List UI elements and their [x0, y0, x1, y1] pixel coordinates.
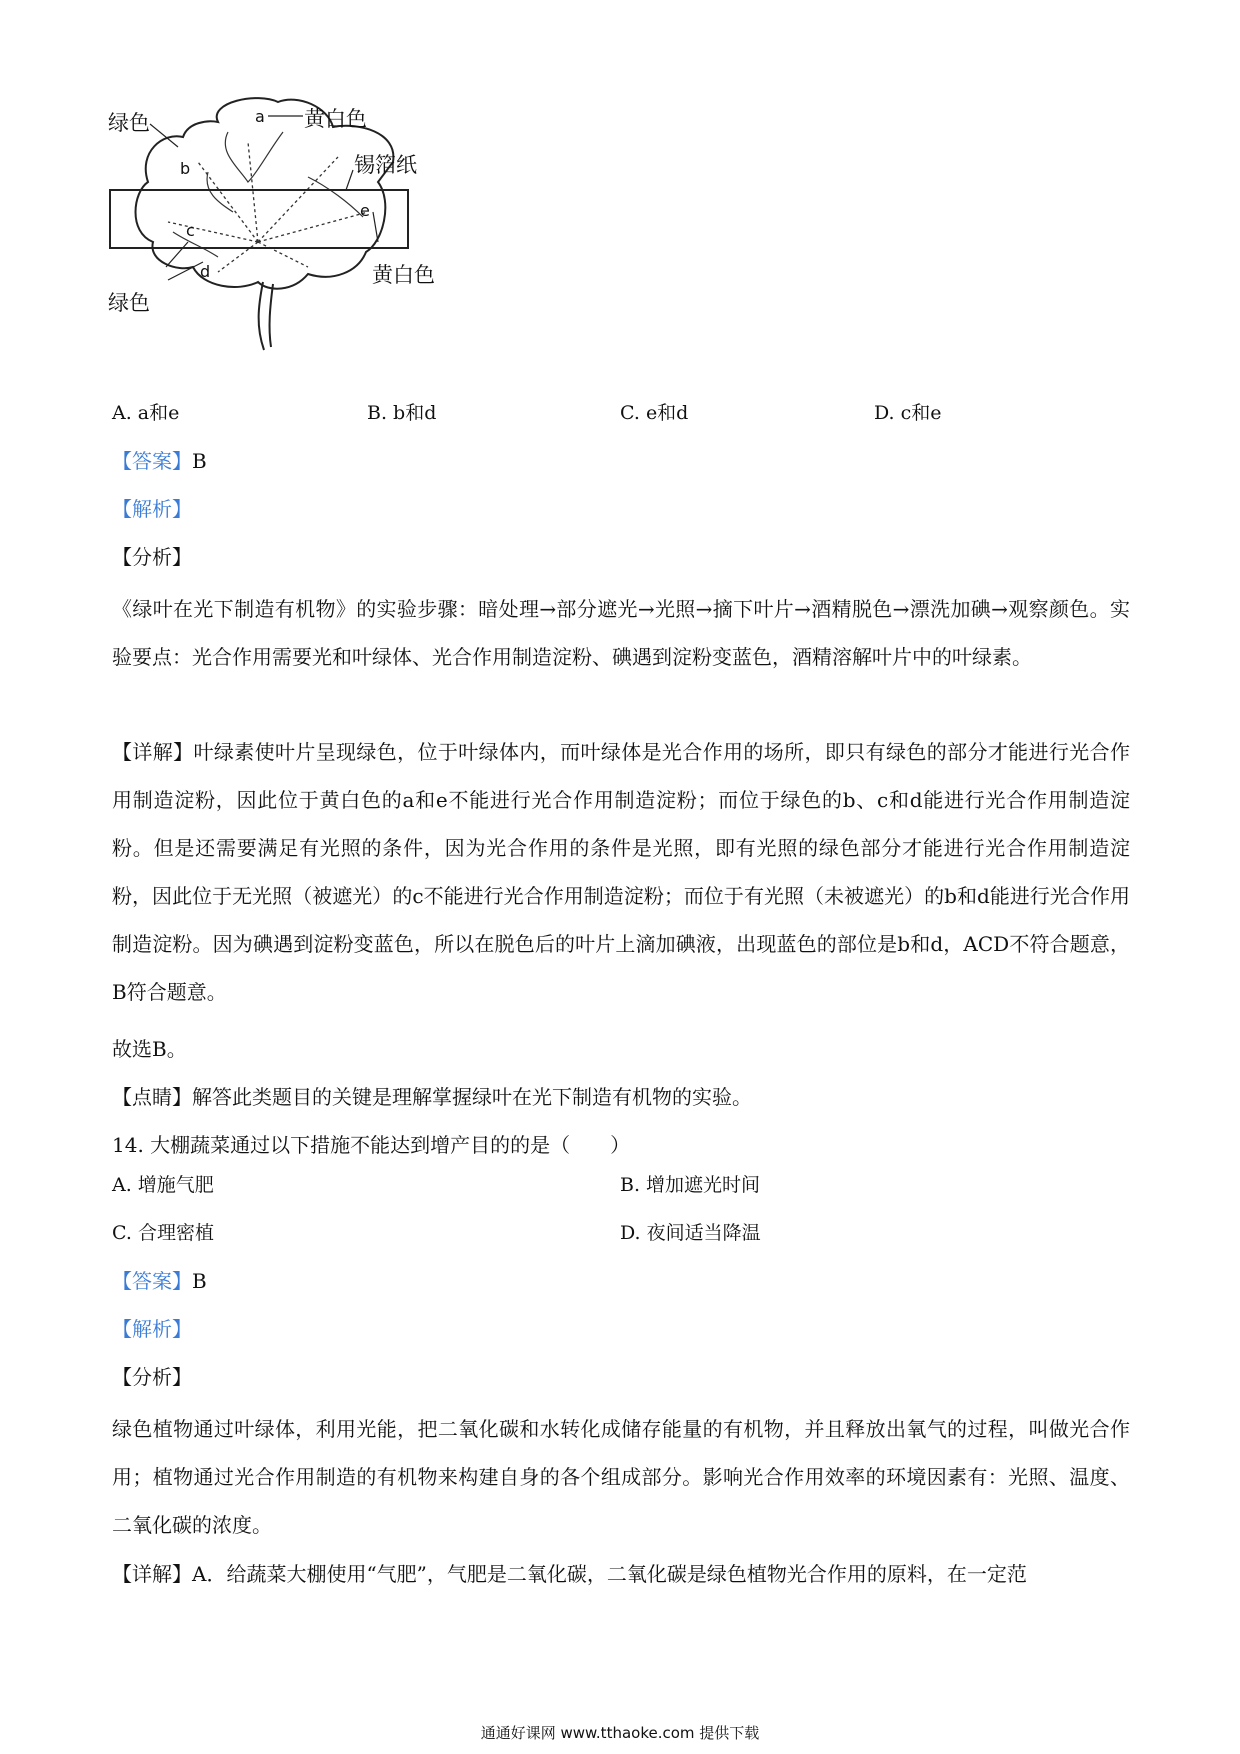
label-yellow-white-top: 黄白色	[304, 107, 367, 131]
fenxi-tag: 【分析】	[112, 1365, 192, 1389]
q13-options	[112, 398, 1132, 428]
q13-option-b: B. b和d	[367, 402, 437, 424]
q14-option-c: C. 合理密植	[112, 1222, 214, 1244]
q14-fenxi-heading	[112, 1362, 192, 1392]
q13-fenxi-heading	[112, 542, 192, 572]
leaf-veins	[168, 142, 368, 272]
leaf-diagram-svg	[108, 92, 488, 392]
detail-text: 叶绿素使叶片呈现绿色，位于叶绿体内，而叶绿体是光合作用的场所，即只有绿色的部分才能进行光合作用制造淀粉，因此位于黄白色的a和e不能进行光合作用制造淀粉；而位于绿色的b、c和d能进行光合作用制造淀粉。但是还需要满足有光照的条件，因为光合作用的条件是光照，即有光照的绿色部分才能进行光合作用制造淀粉，因此位于无光照（被遮光）的c不能进行光合作用制造淀粉；而位于有光照（未被遮光）的b和d能进行光合作用制造淀粉。因为碘遇到淀粉变蓝色，所以在脱色后的叶片上滴加碘液，出现蓝色的部位是b和d，ACD不符合题意，B符合题意。	[112, 740, 1131, 1004]
variegation-boundary	[173, 132, 363, 257]
detail-text: A．给蔬菜大棚使用“气肥”，气肥是二氧化碳，二氧化碳是绿色植物光合作用的原料，在一定范	[192, 1562, 1027, 1586]
label-foil: 锡箔纸	[354, 153, 417, 177]
label-b: b	[180, 159, 191, 178]
q13-choice: 故选B。	[112, 1037, 187, 1061]
label-green-top: 绿色	[108, 111, 150, 135]
label-green-bottom: 绿色	[108, 291, 150, 315]
answer-tag: 【答案】	[112, 1269, 192, 1293]
q14-stem: 14. 大棚蔬菜通过以下措施不能达到增产目的的是（ ）	[112, 1133, 631, 1157]
analysis-tag: 【解析】	[112, 497, 192, 521]
answer-tag: 【答案】	[112, 449, 192, 473]
q13-option-c: C. e和d	[620, 402, 689, 424]
q13-detail	[112, 728, 1130, 1016]
q13-note	[112, 1082, 752, 1112]
label-a: a	[255, 107, 265, 126]
q14-detail	[112, 1550, 1130, 1598]
leader-lines	[150, 116, 378, 280]
q14-options	[112, 1170, 1130, 1260]
note-tag: 【点睛】	[112, 1085, 192, 1109]
q14-fenxi-text: 绿色植物通过叶绿体，利用光能，把二氧化碳和水转化成储存能量的有机物，并且释放出氧气的过程，叫做光合作用；植物通过光合作用制造的有机物来构建自身的各个组成部分。影响光合作用效率的环境因素有：光照、温度、二氧化碳的浓度。	[112, 1417, 1130, 1537]
q14-option-b: B. 增加遮光时间	[620, 1174, 761, 1196]
label-e: e	[360, 201, 370, 220]
q14-analysis-heading	[112, 1314, 192, 1344]
q13-fenxi-text: 《绿叶在光下制造有机物》的实验步骤：暗处理→部分遮光→光照→摘下叶片→酒精脱色→漂洗加碘→观察颜色。实验要点：光合作用需要光和叶绿体、光合作用制造淀粉、碘遇到淀粉变蓝色，酒精溶解叶片中的叶绿素。	[112, 597, 1130, 669]
leaf-stem	[259, 282, 273, 350]
label-yellow-white-bottom: 黄白色	[372, 263, 435, 287]
label-d: d	[200, 262, 211, 281]
page-footer: 通通好课网 www.tthaoke.com 提供下载	[480, 1724, 760, 1742]
answer-value: B	[192, 449, 207, 473]
fenxi-tag: 【分析】	[112, 545, 192, 569]
detail-tag: 【详解】	[112, 1562, 192, 1586]
q13-answer	[112, 446, 207, 476]
label-c: c	[186, 221, 195, 240]
answer-value: B	[192, 1269, 207, 1293]
detail-tag: 【详解】	[112, 740, 194, 764]
note-text: 解答此类题目的关键是理解掌握绿叶在光下制造有机物的实验。	[192, 1085, 752, 1109]
q13-option-d: D. c和e	[874, 402, 942, 424]
leaf-experiment-diagram	[108, 92, 488, 392]
q14-answer	[112, 1266, 207, 1296]
q14-option-a: A. 增施气肥	[112, 1174, 214, 1196]
analysis-tag: 【解析】	[112, 1317, 192, 1341]
q13-option-a: A. a和e	[112, 402, 180, 424]
q14-option-d: D. 夜间适当降温	[620, 1222, 761, 1244]
q13-analysis-heading	[112, 494, 192, 524]
